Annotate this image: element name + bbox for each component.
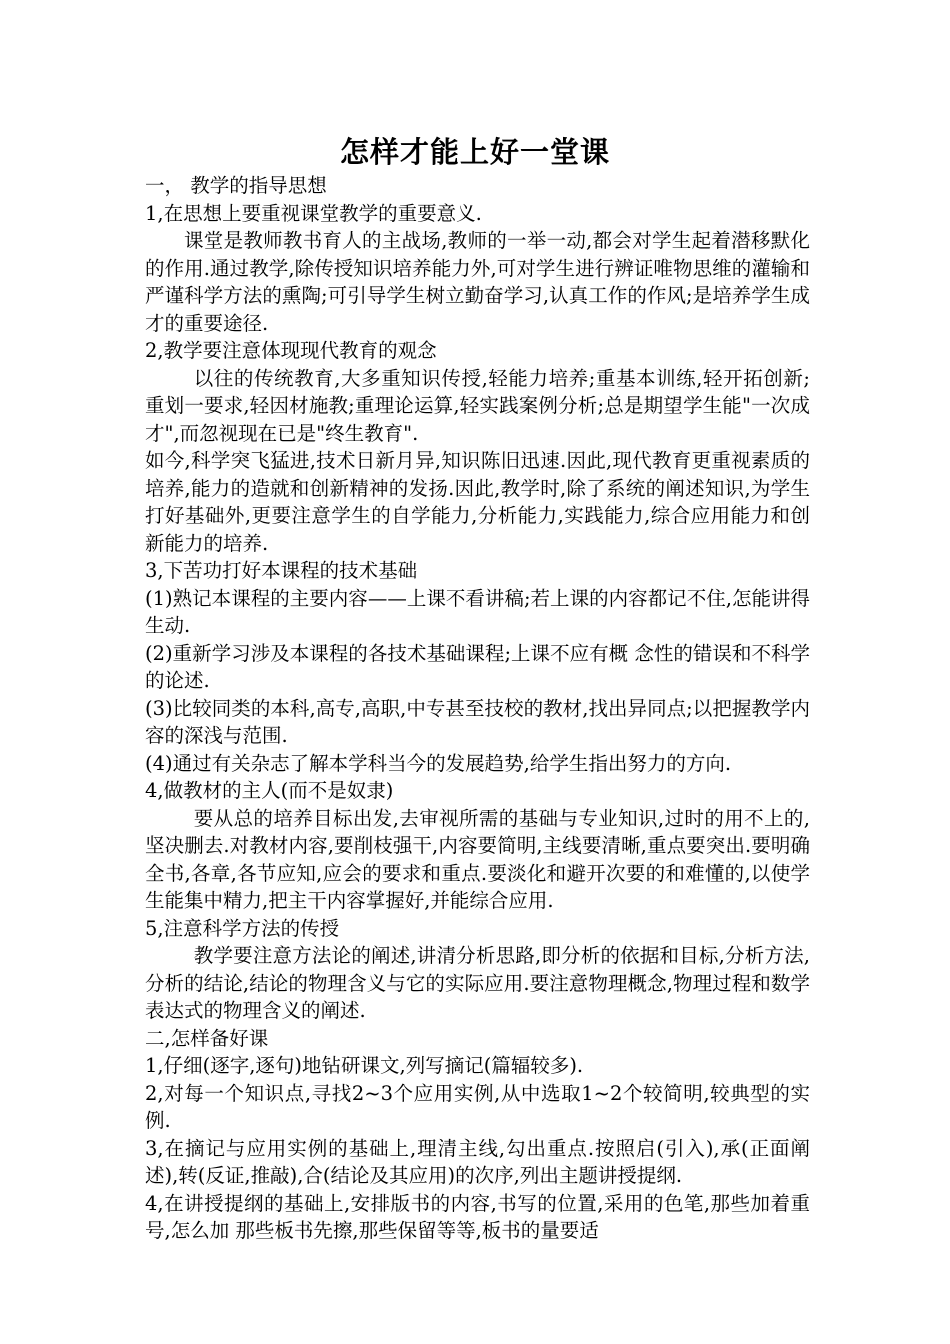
paragraph: (1)熟记本课程的主要内容——上课不看讲稿;若上课的内容都记不住,怎能讲得生动. [145,586,810,637]
paragraph: (3)比较同类的本科,高专,高职,中专甚至技校的教材,找出异同点;以把握教学内容的深浅与范围. [145,696,810,747]
paragraph: 3,下苦功打好本课程的技术基础 [145,559,418,582]
paragraph: 教学要注意方法论的阐述,讲清分析思路,即分析的依据和目标,分析方法,分析的结论,结论的物理含义与它的实际应用.要注意物理概念,物理过程和数学表达式的物理含义的阐述. [145,944,810,1022]
paragraph: 4,在讲授提纲的基础上,安排版书的内容,书写的位置,采用的色笔,那些加着重号,怎么加 那些板书先擦,那些保留等等,板书的量要适 [145,1191,810,1242]
paragraph: 以往的传统教育,大多重知识传授,轻能力培养;重基本训练,轻开拓创新;重划一要求,轻因材施教;重理论运算,轻实践案例分析;总是期望学生能"一次成才",而忽视现在已是"终生教育". [145,366,810,445]
paragraph: 1,在思想上要重视课堂教学的重要意义. [145,201,482,225]
paragraph: 二,怎样备好课 [145,1026,269,1050]
paragraph: 1,仔细(逐字,逐句)地钻研课文,列写摘记(篇辐较多). [145,1054,584,1077]
paragraph: 2,教学要注意体现现代教育的观念 [145,339,437,362]
paragraph: 如今,科学突飞猛进,技术日新月异,知识陈旧迅速.因此,现代教育更重视素质的培养,能力的造就和创新精神的发扬.因此,教学时,除了系统的阐述知识,为学生打好基础外,更要注意学生的自学能力,分析能力,实践能力,综合应用能力和创新能力的培养. [145,449,810,555]
paragraph: 5,注意科学方法的传授 [145,916,340,940]
paragraph: 4,做教材的主人(而不是奴隶) [145,779,394,802]
paragraph: 2,对每一个知识点,寻找2~3个应用实例,从中选取1~2个较简明,较典型的实例. [145,1081,810,1132]
paragraph: 课堂是教师教书育人的主战场,教师的一举一动,都会对学生起着潜移默化的作用.通过教学,除传授知识培养能力外,可对学生进行辨证唯物思维的灌输和严谨科学方法的熏陶;可引导学生树立勤奋学习,认真工作的作风;是培养学生成才的重要途径. [145,229,810,335]
paragraph: 一， 教学的指导思想 [145,174,327,197]
paragraph: (4)通过有关杂志了解本学科当今的发展趋势,给学生指出努力的方向. [145,751,732,775]
document-title: 怎样才能上好一堂课 [339,135,610,169]
document-body [145,172,810,1245]
paragraph: 要从总的培养目标出发,去审视所需的基础与专业知识,过时的用不上的,坚决删去.对教材内容,要削枝强干,内容要简明,主线要清晰,重点要突出.要明确全书,各章,各节应知,应会的要求和重点.要淡化和避开次要的和难懂的,以使学生能集中精力,把主干内容掌握好,并能综合应用. [145,806,810,912]
paragraph: 3,在摘记与应用实例的基础上,理清主线,勾出重点.按照启(引入),承(正面阐述),转(反证,推敲),合(结论及其应用)的次序,列出主题讲授提纲. [145,1136,810,1187]
paragraph: (2)重新学习涉及本课程的各技术基础课程;上课不应有概 念性的错误和不科学的论述. [145,641,810,692]
